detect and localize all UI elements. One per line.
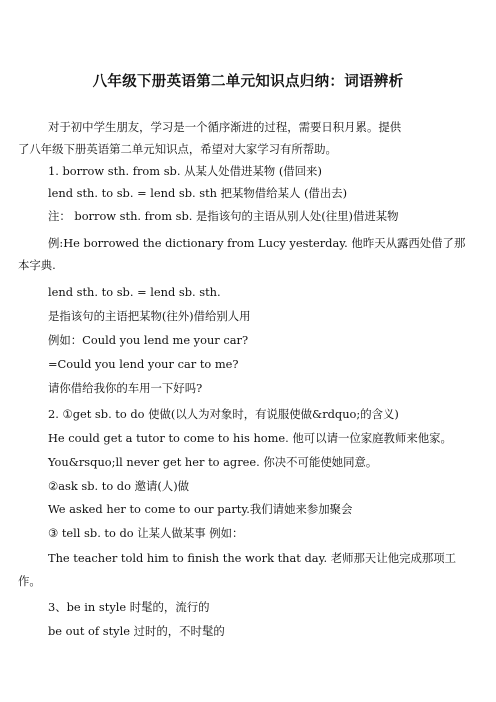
item-2b: ②ask sb. to do 邀请(人)做 [48,479,190,493]
item-2c-example-line-1: The teacher told him to finish the work that day. 老师那天让他完成那项工 [48,551,457,565]
item-2-example-2: You&rsquo;ll never get her to agree. 你决不可能使她同意。 [48,455,378,469]
example-1-line-2: 本字典. [18,258,56,272]
item-1: 1. borrow sth. from sb. 从某人处借进某物 (借回来) [48,164,322,178]
example-1-line-1: 例:He borrowed the dictionary from Lucy yesterday. 他昨天从露西处借了那 [48,236,466,250]
item-2c: ③ tell sb. to do 让某人做某事 例如： [48,526,244,540]
example-2: 例如：Could you lend me your car? [48,333,249,347]
page-title: 八年级下册英语第二单元知识点归纳：词语辨析 [92,74,404,90]
item-2-example: He could get a tutor to come to his home. 他可以请一位家庭教师来他家。 [48,431,452,445]
example-2-translation: 请你借给我你的车用一下好吗? [48,381,203,395]
item-2c-example-line-2: 作。 [18,574,41,588]
intro-line-2: 了八年级下册英语第二单元知识点，希望对大家学习有所帮助。 [18,142,337,156]
item-2: 2. ①get sb. to do 使做(以人为对象时，有说服使做&rdquo;的含义) [48,407,399,421]
example-2-alt: =Could you lend your car to me? [48,357,239,371]
lend-form: lend sth. to sb. = lend sb. sth. [48,285,221,299]
item-1-lend: lend sth. to sb. = lend sb. sth 把某物借给某人 (借出去) [48,186,348,200]
item-3b: be out of style 过时的，不时髦的 [48,624,225,638]
lend-note: 是指该句的主语把某物(往外)借给别人用 [48,309,251,323]
item-3: 3、be in style 时髦的，流行的 [48,600,210,614]
note-line: 注： borrow sth. from sb. 是指该句的主语从别人处(往里)借进某物 [48,209,399,223]
intro-line-1: 对于初中学生朋友，学习是一个循序渐进的过程，需要日积月累。提供 [48,120,402,134]
item-2b-example: We asked her to come to our party.我们请她来参加聚会 [48,502,353,516]
